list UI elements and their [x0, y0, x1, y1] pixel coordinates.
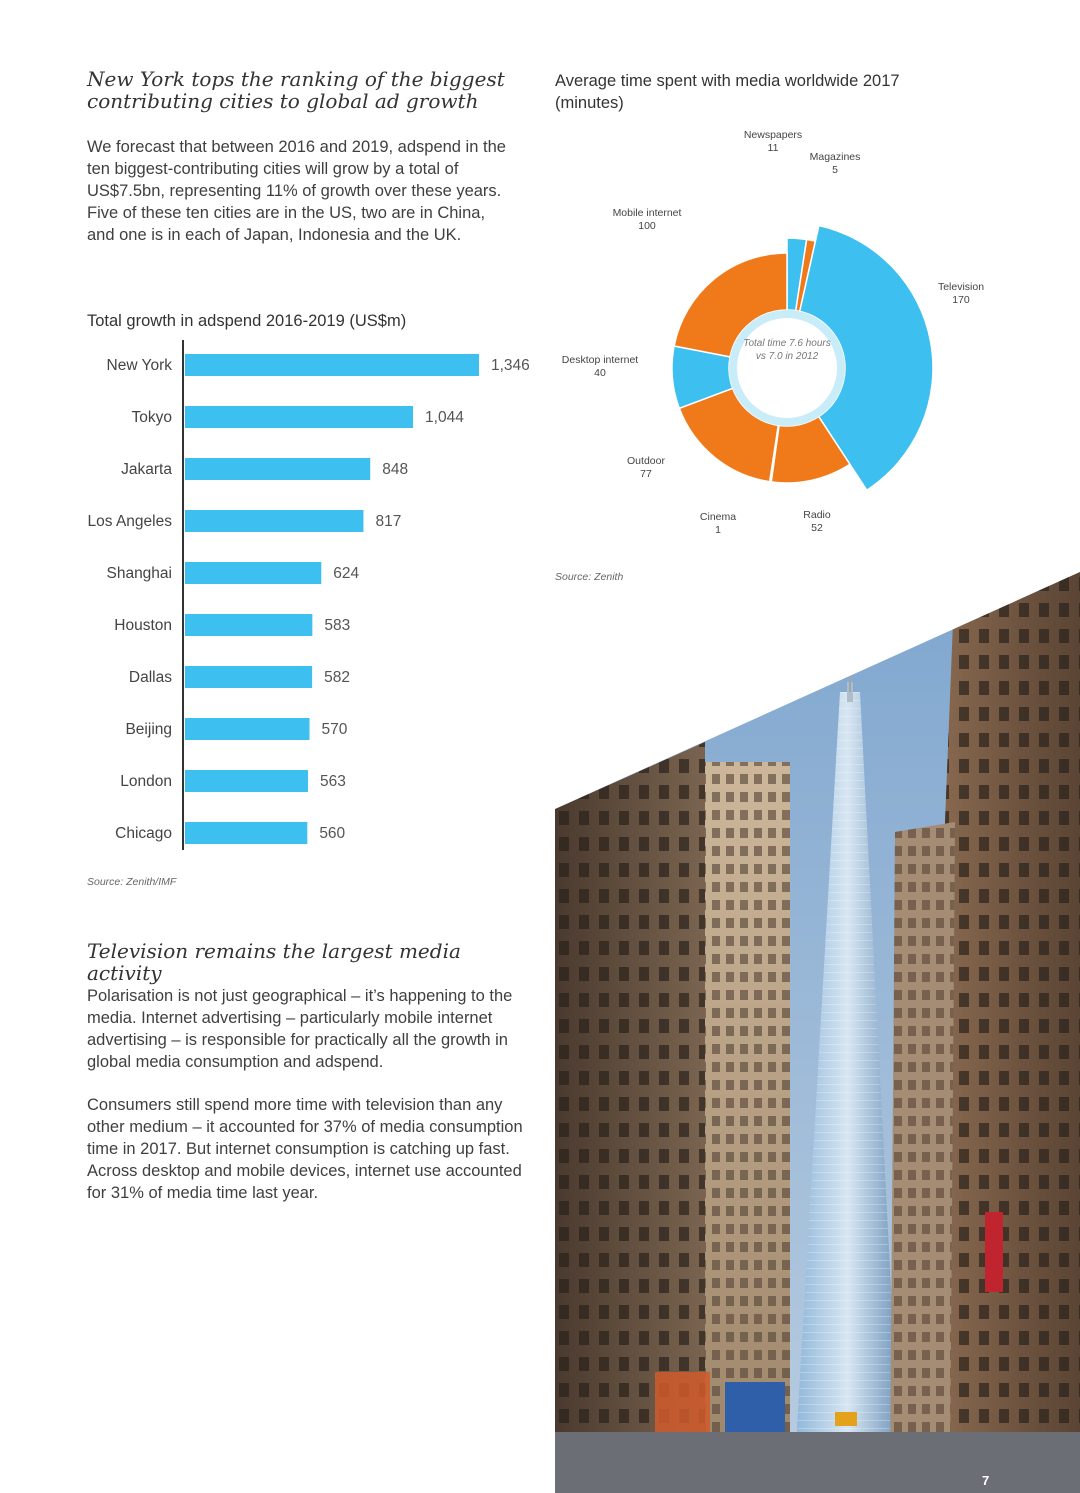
- slice-name-label: Outdoor: [627, 455, 665, 467]
- bar-category-label: Los Angeles: [87, 513, 172, 530]
- slice-name-label: Magazines: [809, 151, 861, 163]
- section-heading: [87, 68, 527, 112]
- slice-value-label: 5: [832, 164, 838, 176]
- slice-name-label: Radio: [803, 509, 831, 521]
- slice-value-label: 11: [767, 142, 779, 154]
- bar-value-label: 570: [321, 721, 348, 738]
- bar: [185, 718, 310, 740]
- donut-chart-source: Source: Zenith: [555, 571, 624, 583]
- bar-value-label: 1,044: [425, 409, 464, 426]
- bar: [185, 770, 308, 792]
- bar: [185, 666, 312, 688]
- bar-value-label: 582: [324, 669, 350, 686]
- slice-value-label: 170: [952, 294, 970, 306]
- bar-value-label: 848: [382, 461, 409, 478]
- slice-value-label: 100: [638, 220, 656, 232]
- bar: [185, 510, 363, 532]
- bar-category-label: London: [120, 773, 172, 790]
- slice-name-label: Cinema: [699, 511, 737, 523]
- bar: [185, 354, 479, 376]
- page-number: 7: [982, 1473, 990, 1488]
- bar-category-label: Beijing: [125, 721, 172, 738]
- bar-category-label: Jakarta: [121, 461, 172, 478]
- section-heading-television: Television remains the largest media activity: [87, 939, 461, 985]
- slice-value-label: 40: [594, 367, 606, 379]
- bar-chart-title: Total growth in adspend 2016-2019 (US$m): [87, 312, 407, 330]
- bar-value-label: 563: [319, 773, 346, 790]
- bar-chart: [0, 340, 550, 865]
- paragraph-polarisation: Polarisation is not just geographical – it’s happening to the media. Internet advertising – particularly mobile internet advertising – is responsible for practically all the growth in global media consumption and adspend.: [87, 987, 513, 1071]
- bar-category-label: Tokyo: [131, 409, 172, 426]
- slice-value-label: 1: [715, 524, 721, 536]
- bar: [185, 406, 413, 428]
- slice-value-label: 52: [811, 522, 823, 534]
- donut-chart: [555, 120, 1025, 560]
- bar-category-label: New York: [106, 357, 172, 374]
- slice-name-label: Desktop internet: [561, 354, 639, 366]
- donut-center-label: Total time 7.6 hours: [743, 338, 831, 349]
- bar-value-label: 560: [319, 825, 346, 842]
- donut-center-label: vs 7.0 in 2012: [755, 351, 819, 362]
- heading-line: New York tops the ranking of the biggest: [87, 67, 505, 91]
- slice-value-label: 77: [640, 468, 652, 480]
- bar-category-label: Shanghai: [106, 565, 172, 582]
- bar-value-label: 583: [324, 617, 351, 634]
- donut-title-line: Average time spent with media worldwide 2017: [555, 72, 900, 90]
- slice-name-label: Newspapers: [743, 129, 803, 141]
- bar: [185, 562, 321, 584]
- bar: [185, 458, 370, 480]
- heading-line: contributing cities to global ad growth: [87, 89, 479, 113]
- bar-category-label: Dallas: [128, 669, 172, 686]
- bar-value-label: 1,346: [491, 357, 530, 374]
- bar: [185, 614, 312, 636]
- donut-title-line: (minutes): [555, 94, 624, 112]
- paragraph-television: Consumers still spend more time with television than any other medium – it accounted for 37% of media consumption time in 2017. But internet consumption is catching up fast. Across desktop and mobile devices, internet use accounted for 31% of media time last year.: [87, 1096, 523, 1202]
- donut-hole: [737, 318, 837, 418]
- bar: [185, 822, 307, 844]
- bar-category-label: Chicago: [115, 825, 172, 842]
- slice-name-label: Television: [937, 281, 985, 293]
- bar-category-label: Houston: [114, 617, 172, 634]
- city-photo: [555, 572, 1080, 1493]
- bar-value-label: 624: [333, 565, 360, 582]
- bar-chart-source: Source: Zenith/IMF: [87, 876, 177, 888]
- donut-chart-title: [555, 70, 995, 114]
- slice-name-label: Mobile internet: [612, 207, 682, 219]
- bar-value-label: 817: [375, 513, 402, 530]
- intro-paragraph: We forecast that between 2016 and 2019, adspend in the ten biggest-contributing cities will grow by a total of US$7.5bn, representing 11% of growth over these years. Five of these ten cities are in the US, two are in China, and one is in each of Japan, Indonesia and the UK.: [87, 138, 506, 244]
